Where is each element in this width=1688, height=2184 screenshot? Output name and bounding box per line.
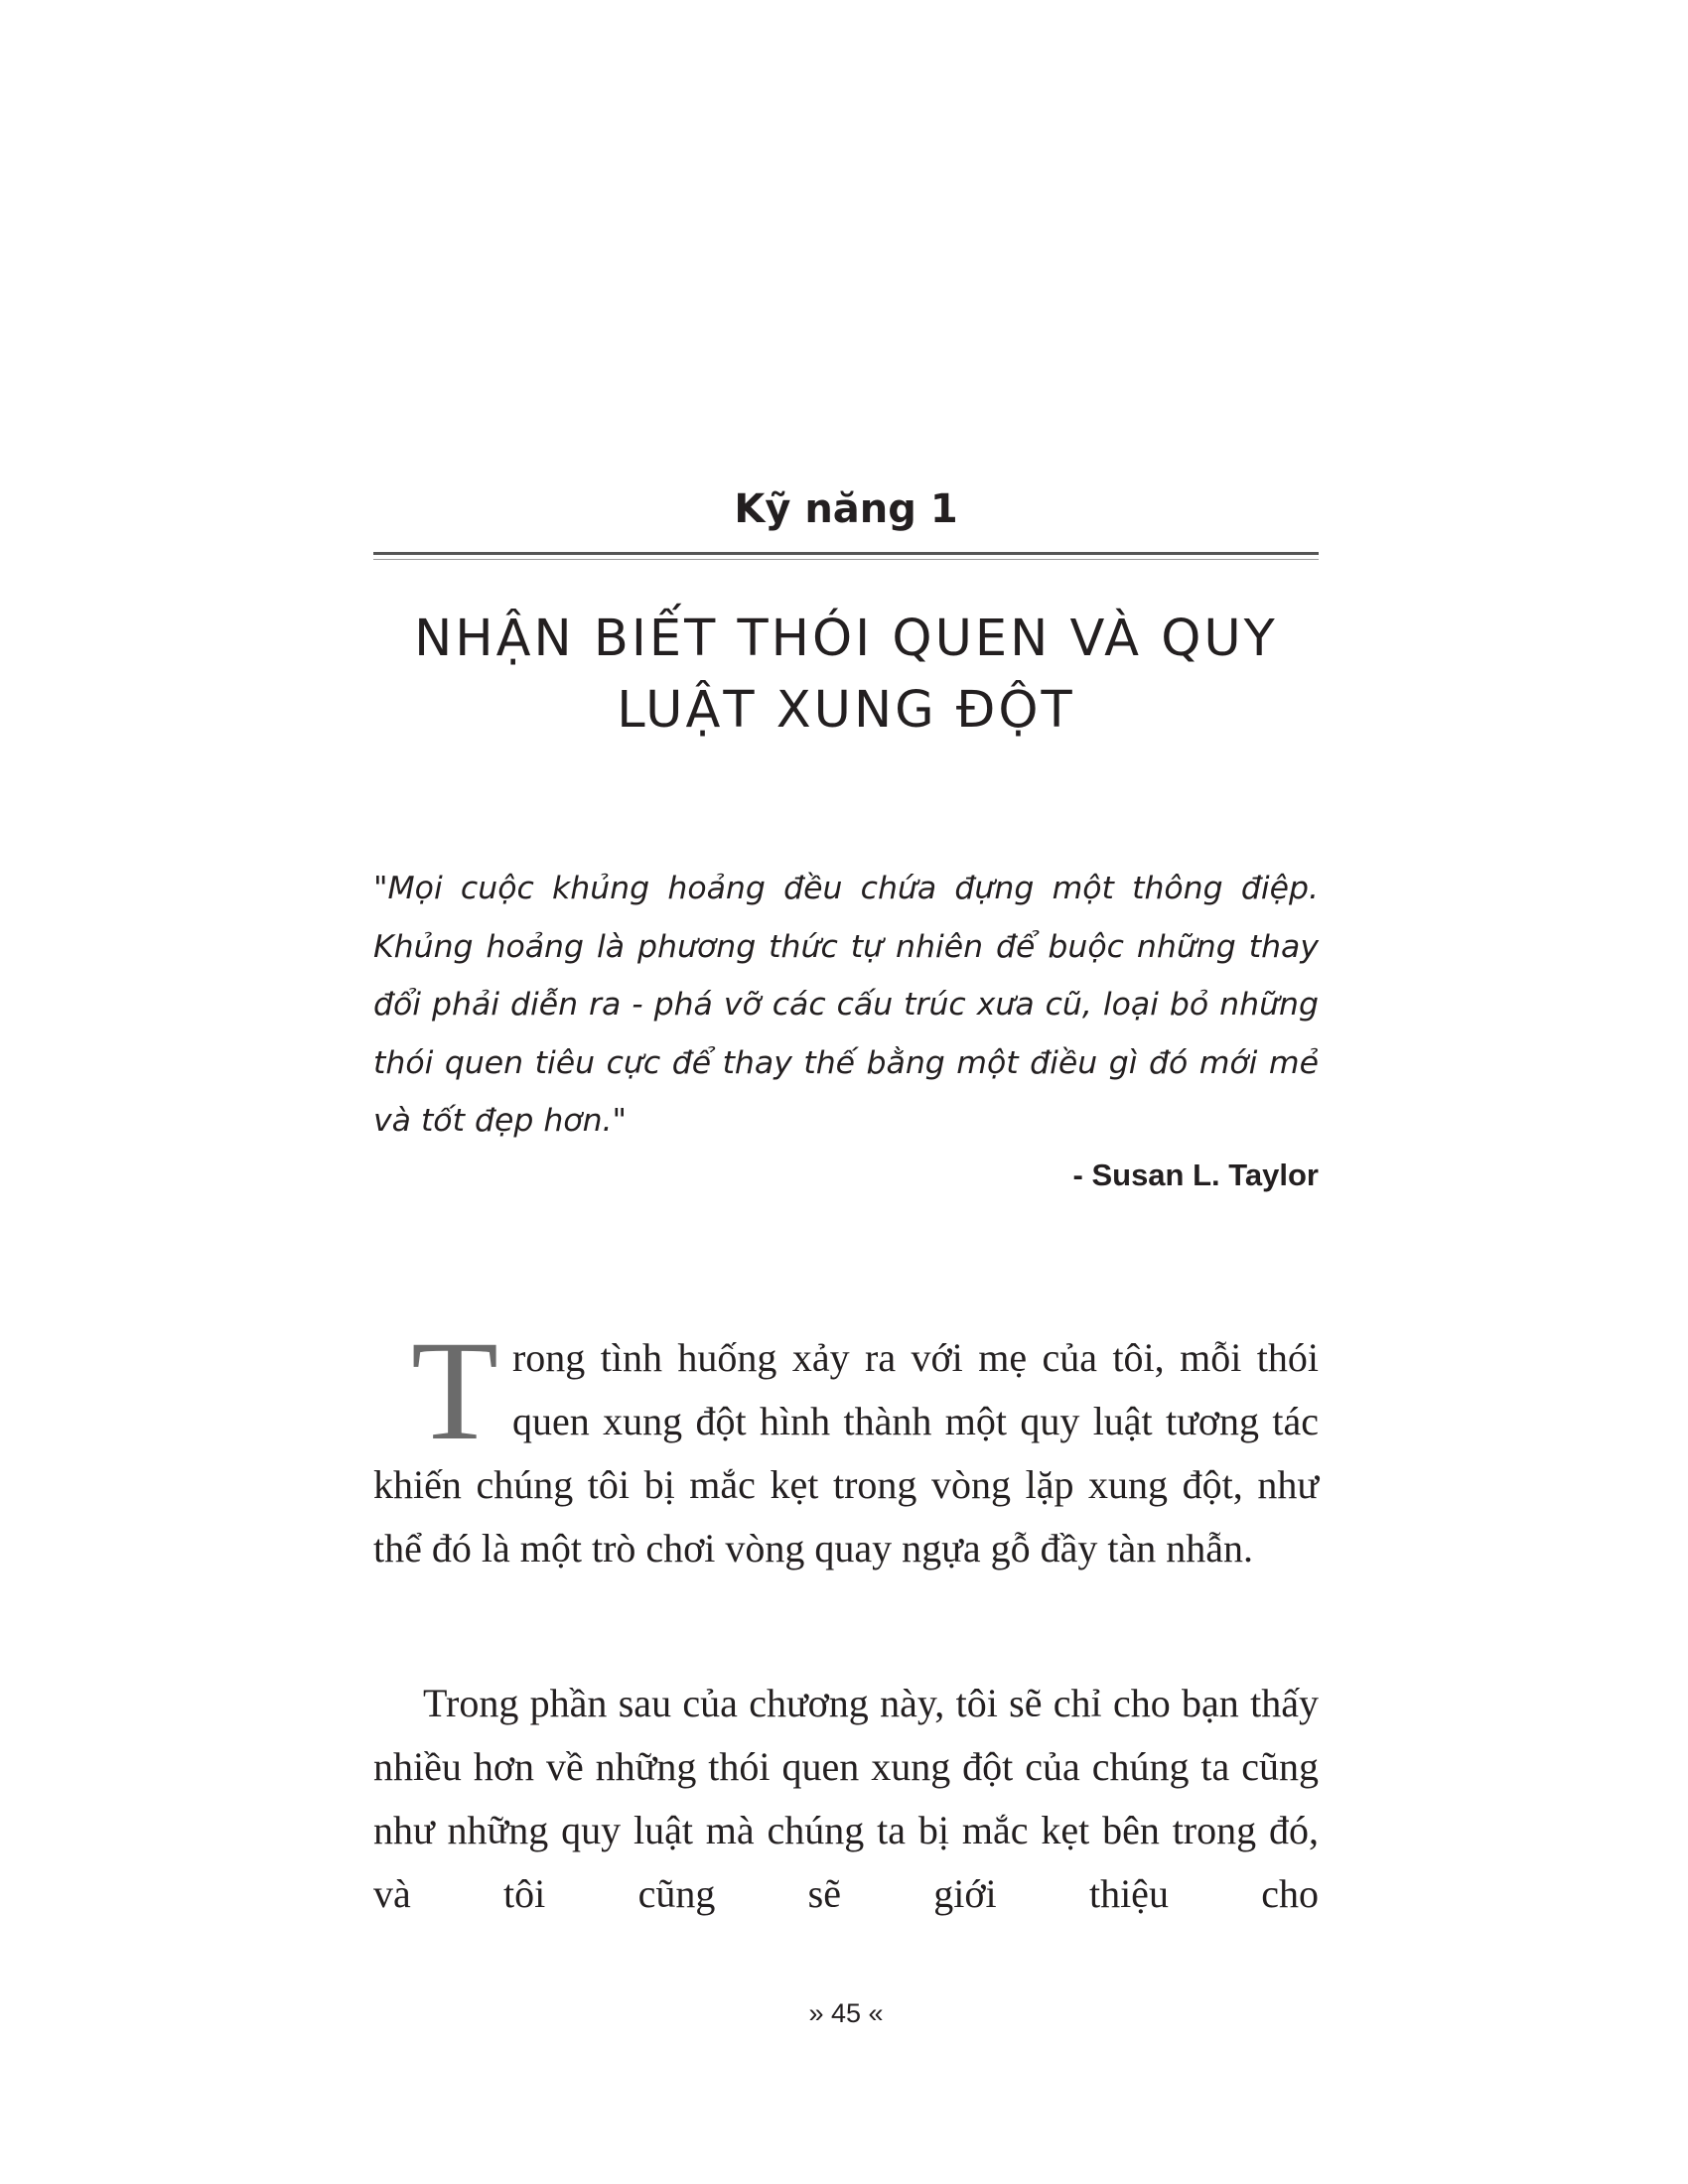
paragraph-1-text: rong tình huống xảy ra với mẹ của tôi, mỗi thói quen xung đột hình thành một quy luật tương tác khiến chúng tôi bị mắc kẹt trong vòng lặp xung đột, như thể đó là một trò chơi vòng quay ngựa gỗ đầy tàn nhẫn.: [373, 1335, 1319, 1570]
body-paragraph-2: Trong phần sau của chương này, tôi sẽ chỉ cho bạn thấy nhiều hơn về những thói quen xung đột của chúng ta cũng như những quy luật mà chúng ta bị mắc kẹt bên trong đó, và tôi cũng sẽ giới thiệu cho: [373, 1681, 1319, 1916]
body-paragraph-1: [373, 1312, 1319, 1580]
chapter-label: Kỹ năng 1: [734, 486, 958, 532]
chapter-title: NHẬN BIẾT THÓI QUEN VÀ QUY LUẬT XUNG ĐỘT: [414, 610, 1278, 740]
epigraph-quote: "Mọi cuộc khủng hoảng đều chứa đựng một thông điệp. Khủng hoảng là phương thức tự nhiên để buộc những thay đổi phải diễn ra - phá vỡ các cấu trúc xưa cũ, loại bỏ những thói quen tiêu cực để thay thế bằng một điều gì đó mới mẻ và tốt đẹp hơn.": [373, 871, 1319, 1139]
quote-attribution: - Susan L. Taylor: [1072, 1158, 1319, 1192]
drop-cap: T: [411, 1312, 498, 1470]
chapter-divider: [373, 552, 1319, 555]
page-number: » 45 «: [808, 1998, 884, 2028]
chapter-divider-thin: [373, 559, 1319, 560]
